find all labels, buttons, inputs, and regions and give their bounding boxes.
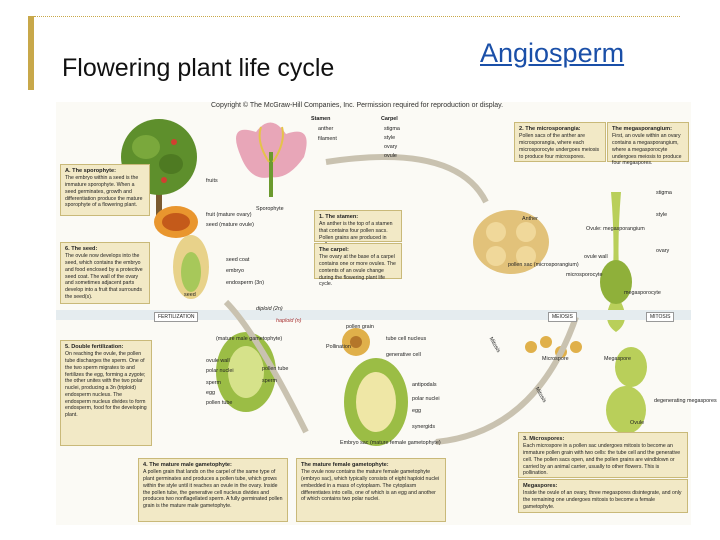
box-megaspores: Megaspores: Inside the ovule of an ovary, three megaspores disintegrate, and only the remaining one undergoes mitosis to become a female gametophyte.: [518, 479, 688, 513]
label-degenerating: degenerating megaspores: [654, 398, 717, 404]
label-synergids: synergids: [412, 424, 436, 430]
box-mature-male: 4. The mature male gametophyte: A pollen grain that lands on the carpel of the same type of plant germinates and produces a pollen tube, which grows within the style until it reaches an ovule in the ovary. Inside the pollen tube, the generative cell nucleus divides and produces two nonflagellated sperm. A fully germinated pollen grain is the mature male gametophyte.: [138, 458, 288, 522]
label-embryo: embryo: [226, 268, 244, 274]
tag-fertilization: FERTILIZATION: [154, 312, 198, 322]
box-carpel: The carpel: The ovary at the base of a carpel contains one or more ovules. The contents of an ovule change during the flowering plant life cycle.: [314, 243, 402, 279]
label-pollination: Pollination: [326, 344, 351, 350]
megaspore: [615, 347, 647, 387]
label-ovule-mega: Ovule: megasporangium: [586, 226, 645, 232]
label-fruits: fruits: [206, 178, 218, 184]
label-stamen: Stamen: [311, 116, 331, 122]
tag-mitosis: MITOSIS: [646, 312, 674, 322]
copyright-notice: Copyright © The McGraw-Hill Companies, Inc. Permission required for reproduction or display.: [211, 102, 504, 109]
box-double-fertilization: 5. Double fertilization: On reaching the ovule, the pollen tube discharges the sperm. One of the two sperm migrates to and fertilizes the egg, forming a zygote; the other unites with the two polar nuclei, producing a 3n (triploid) endosperm nucleus. The endosperm nucleus divides to form endosperm, food for the developing plant.: [60, 340, 152, 446]
top-rule: [34, 16, 680, 19]
box-megasporangium: The megasporangium: First, an ovule within an ovary contains a megasporangium, where a megasporocyte undergoes meiosis to produce four megaspores.: [607, 122, 689, 162]
label-ovule: ovule: [384, 153, 397, 159]
label-pollen-tube-2: pollen tube: [262, 366, 289, 372]
label-stigma-2: stigma: [656, 190, 672, 196]
label-egg: egg: [206, 390, 215, 396]
label-mature-male-gametophyte: (mature male gametophyte): [216, 336, 283, 342]
label-diploid: diploid (2n): [256, 306, 283, 312]
box-sporophyte: A. The sporophyte: The embryo within a seed is the immature sporophyte. When a seed germinates, growth and differentiation produce the mature sporophyte of a flowering plant.: [60, 164, 150, 216]
label-pollen-grain: pollen grain: [346, 324, 374, 330]
box-mature-female: The mature female gametophyte: The ovule now contains the mature female gametophyte (embryo sac), which typically consists of eight haploid nuclei embedded in a mass of cytoplasm. The cytoplasm differentiates into cells, one of which is an egg and another of which contains two polar nuclei.: [296, 458, 446, 522]
label-ovule-wall-2: ovule wall: [584, 254, 608, 260]
label-pollen-tube: pollen tube: [206, 400, 233, 406]
label-megaspore: Megaspore: [604, 356, 631, 362]
slide-title: Flowering plant life cycle: [62, 54, 335, 82]
label-anther-2: Anther: [522, 216, 538, 222]
label-seed-coat: seed coat: [226, 257, 250, 263]
label-seed: seed: [184, 292, 196, 298]
tag-meiosis: MEIOSIS: [548, 312, 577, 322]
label-sporophyte: Sporophyte: [256, 206, 284, 212]
label-egg-2: egg: [412, 408, 421, 414]
label-filament: filament: [318, 136, 337, 142]
label-megasporocyte: megasporocyte: [624, 290, 661, 296]
label-antipodals: antipodals: [412, 382, 437, 388]
left-accent-bar: [28, 16, 34, 90]
label-fruit: fruit (mature ovary): [206, 212, 252, 218]
label-mitosis-3: Mitosis: [487, 336, 502, 354]
label-stigma: stigma: [384, 126, 400, 132]
label-sperm: sperm: [206, 380, 221, 386]
label-microspore: Microspore: [542, 356, 569, 362]
label-endosperm: endosperm (3n): [226, 280, 265, 286]
label-ovule-2: Ovule: [630, 420, 645, 426]
box-seed: 6. The seed: The ovule now develops into the seed, which contains the embryo and food enclosed by a protective seed coat. The wall of the ovary and sometimes adjacent parts develop into a fruit that surrounds the seed(s).: [60, 242, 150, 304]
box-stamen: 1. The stamen: An anther is the top of a stamen that contains four pollen sacs. Pollen grains are produced in: [314, 210, 402, 242]
label-sperm-2: sperm: [262, 378, 277, 384]
label-haploid: haploid (n): [276, 318, 302, 324]
box-microsporangia: 2. The microsporangia: Pollen sacs of the anther are microsporangia, where each microsporocyte undergoes meiosis to produce four microspores.: [514, 122, 606, 162]
label-ovary: ovary: [384, 144, 398, 150]
label-ovary-2: ovary: [656, 248, 670, 254]
box-microspores: 3. Microspores: Each microspore in a pollen sac undergoes mitosis to become an immature pollen grain with two cells: the tube cell and the generative cell. The pollen sacs open, and the pollen grains are windblown or carried by an animal carrier, usually to other flowers. This is pollination.: [518, 432, 688, 478]
label-style: style: [384, 135, 396, 141]
label-polar-nuclei: polar nuclei: [206, 368, 234, 374]
label-carpel: Carpel: [381, 116, 398, 122]
label-microsporocyte: microsporocyte: [566, 272, 603, 278]
label-mitosis-2: Mitosis: [533, 386, 548, 404]
ovule-megaspore: [606, 386, 646, 434]
label-embryo-sac: Embryo sac (mature female gametophyte): [340, 440, 441, 446]
label-ovule-wall: ovule wall: [206, 358, 230, 364]
label-tube-cell-nucleus: tube cell nucleus: [386, 336, 427, 342]
label-generative-cell: generative cell: [386, 352, 421, 358]
label-style-2: style: [656, 212, 668, 218]
life-cycle-figure: [56, 102, 717, 525]
label-pollen-sac: pollen sac (microsporangium): [508, 262, 579, 268]
label-anther: anther: [318, 126, 334, 132]
label-polar-nuclei-2: polar nuclei: [412, 396, 440, 402]
angiosperm-link[interactable]: Angiosperm: [480, 38, 625, 68]
label-seed-mature: seed (mature ovule): [206, 222, 254, 228]
